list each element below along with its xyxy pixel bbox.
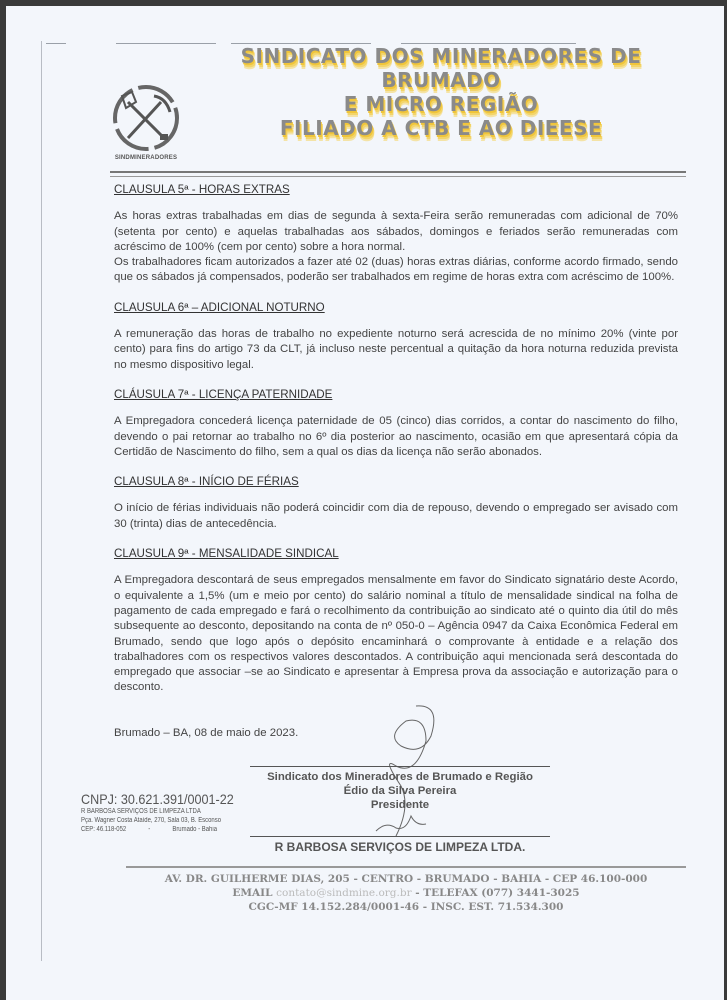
footer-contact — [126, 886, 686, 900]
stamp-cep: CEP: 46.118-052 — [81, 826, 127, 833]
signature-line — [250, 766, 550, 767]
divider — [46, 43, 66, 44]
letterhead-line: SINDICATO DOS MINERADORES DE — [240, 44, 642, 68]
clause-paragraph: A Empregadora concederá licença paternidade de 05 (cinco) dias corridos, a contar do nascimento do filho, devendo o pai retornar ao trabalho no 6º dia posterior ao nascimento, ocasião em que apresentará cópia da Certidão de Nascimento do filho, sem a qual os dias da licença não serão abonados. — [114, 415, 678, 458]
stamp-address: Pça. Wagner Costa Ataíde, 270, Sala 03, B. Esconso — [81, 817, 222, 824]
signatory-role: Presidente — [370, 799, 430, 811]
stamp-cnpj: CNPJ: 30.621.391/0001-22 — [81, 791, 234, 807]
clause-paragraph: A remuneração das horas de trabalho no expediente noturno será acrescida de no mínimo 20% (vinte por cento) para fins do artigo 73 da CLT, já incluso neste percentual a quitação da hora noturna reduzida prevista no mesmo dispositivo legal. — [114, 328, 678, 371]
stamp-company: R BARBOSA SERVIÇOS DE LIMPEZA LTDA — [81, 808, 201, 815]
clause-title: CLAUSULA 8ª - INÍCIO DE FÉRIAS — [114, 475, 299, 489]
footer-divider — [126, 866, 686, 868]
union-logo — [106, 82, 186, 168]
clause-paragraph: A Empregadora descontará de seus empregados mensalmente em favor do Sindicato signatário deste Acordo, o equivalente a 1,5% (um e meio por cento) do salário nominal a título de mensalidade sindical na folha de pagamento de cada empregado e fará o recolhimento da contribuição ao sindicato até o quinto dia útil do mês subsequente ao desconto, depositando na conta de nº 050-0 – Agência 0947 da Caixa Econômica Federal em Brumado, sendo que logo após o depósito encaminhará o comprovante à entidade e a relação dos trabalhadores com os respectivos valores descontados. A contribuição aqui mencionada será descontada do empregado que associar –se ao Sindicato e apresentar à Empresa prova da associação e autorização para o desconto. — [114, 574, 678, 694]
footer-registry: CGC-MF 14.152.284/0001-46 - INSC. EST. 71.534.300 — [248, 901, 564, 913]
stamp-cep-row — [81, 825, 217, 834]
footer-phone: - TELEFAX (077) 3441-3025 — [411, 887, 580, 899]
clause-title: CLAUSULA 6ª – ADICIONAL NOTURNO — [114, 300, 325, 314]
signatory-company: R BARBOSA SERVIÇOS DE LIMPEZA LTDA. — [274, 840, 526, 854]
document-body — [114, 182, 678, 696]
clause-title: CLAUSULA 5ª - HORAS EXTRAS — [114, 183, 290, 196]
stamp-city: Brumado - Bahia — [172, 826, 217, 833]
footer-address: AV. DR. GUILHERME DIAS, 205 - CENTRO - BRUMADO - BAHIA - CEP 46.100-000 — [164, 873, 648, 885]
signatory-org: Sindicato dos Mineradores de Brumado e Região — [267, 771, 533, 783]
clause-paragraph: O início de férias individuais não poderá coincidir com dia de repouso, devendo o empregado ser avisado com 30 (trinta) dias de antecedência. — [114, 502, 678, 530]
signatory-union — [250, 770, 550, 812]
document-page — [6, 6, 724, 1000]
clause-title: CLAUSULA 9ª - MENSALIDADE SINDICAL — [114, 547, 339, 561]
clause-paragraph: Os trabalhadores ficam autorizados a fazer até 02 (duas) horas extras diárias, conforme acordo firmado, sendo que os sábados já compensados, poderão ser trabalhados em regime de horas extra com acréscimo de 100%. — [114, 256, 678, 284]
pickaxe-shovel-icon — [106, 82, 186, 154]
letterhead-line: E MICRO REGIÃO — [343, 92, 539, 116]
logo-text: SINDMINERADORES — [114, 155, 178, 161]
date-line: Brumado – BA, 08 de maio de 2023. — [114, 727, 299, 739]
margin-line — [41, 41, 42, 961]
letterhead-line: FILIADO A CTB E AO DIEESE — [279, 116, 603, 140]
signatory-name: Édio da Silva Pereira — [343, 785, 457, 797]
clause-title: CLÁUSULA 7ª - LICENÇA PATERNIDADE — [114, 387, 333, 401]
clause-paragraph: As horas extras trabalhadas em dias de segunda à sexta-Feira serão remuneradas com adicional de 70% (setenta por cento) e aquelas trabalhadas aos sábados, domingos e feriados serão remuneradas com acréscimo de 100% (cem por cento) sobre a hora normal. — [114, 210, 678, 253]
letterhead-line: BRUMADO — [381, 68, 501, 92]
stamp-separator: - — [148, 826, 151, 833]
header-divider — [110, 171, 686, 177]
letterhead-footer — [126, 872, 686, 914]
footer-email[interactable]: contato@sindmine.org.br — [276, 887, 412, 899]
letterhead — [196, 44, 686, 140]
company-stamp — [81, 792, 241, 834]
footer-email-label: EMAIL — [232, 887, 273, 899]
signature-line — [250, 836, 550, 837]
